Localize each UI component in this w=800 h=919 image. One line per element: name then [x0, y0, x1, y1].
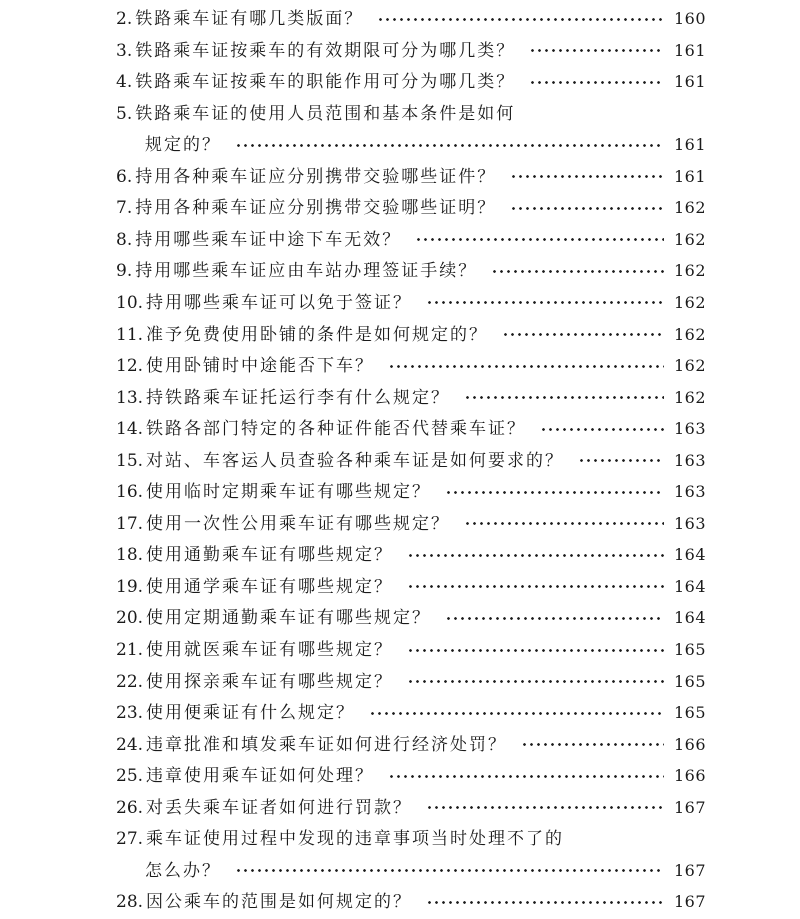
dot-leader: [445, 617, 664, 620]
page-number: 163: [673, 450, 706, 470]
page-number: 162: [673, 387, 706, 407]
dot-leader: [407, 554, 664, 557]
entry-title: 对站、车客运人员查验各种乘车证是如何要求的？: [146, 450, 565, 471]
dot-leader: [510, 207, 664, 210]
entry-number: 2.: [116, 9, 133, 29]
page-number: 167: [673, 797, 706, 817]
dot-leader: [510, 175, 664, 178]
page-number: 166: [673, 766, 706, 786]
toc-entry: [116, 541, 706, 569]
entry-title: 使用通学乘车证有哪些规定？: [146, 576, 394, 597]
entry-number: 3.: [116, 40, 133, 61]
dot-leader: [407, 680, 664, 683]
dot-leader: [578, 459, 664, 462]
toc-entry: [116, 636, 706, 664]
toc-entry: [116, 37, 706, 65]
entry-number: 6.: [116, 166, 133, 187]
page-number: 165: [673, 671, 706, 691]
page-number: 167: [673, 860, 706, 880]
dot-leader: [377, 18, 664, 21]
entry-number: 17.: [116, 513, 144, 534]
dot-leader: [445, 491, 664, 494]
entry-number: 23.: [116, 703, 144, 724]
entry-title: 铁路乘车证按乘车的有效期限可分为哪几类？: [135, 40, 516, 61]
entry-title-continuation: 规定的？: [145, 135, 221, 156]
dot-leader: [388, 365, 664, 368]
dot-leader: [529, 49, 664, 52]
page-number: 164: [673, 576, 706, 596]
toc-entry-continuation: [145, 131, 706, 159]
page-number: 161: [673, 72, 706, 92]
toc-entry: [116, 289, 706, 317]
entry-title: 铁路乘车证有哪几类版面？: [135, 9, 364, 29]
entry-title: 对丢失乘车证者如何进行罚款？: [146, 797, 413, 818]
dot-leader: [407, 585, 664, 588]
entry-title: 因公乘车的范围是如何规定的？: [146, 892, 413, 913]
dot-leader: [415, 238, 664, 241]
entry-number: 13.: [116, 387, 144, 408]
dot-leader: [464, 522, 664, 525]
entry-title: 使用便乘证有什么规定？: [146, 703, 356, 724]
page-number: 162: [673, 324, 706, 344]
toc-entry: [116, 699, 706, 727]
dot-leader: [540, 428, 664, 431]
entry-number: 28.: [116, 892, 144, 913]
entry-number: 10.: [116, 292, 144, 313]
entry-number: 26.: [116, 797, 144, 818]
toc-entry: [116, 163, 706, 191]
toc-entry-continuation: [145, 857, 706, 885]
dot-leader: [521, 743, 664, 746]
toc-entry: [116, 194, 706, 222]
toc-entry: [116, 257, 706, 285]
entry-title: 铁路乘车证按乘车的职能作用可分为哪几类？: [135, 72, 516, 93]
entry-title: 违章使用乘车证如何处理？: [146, 766, 375, 787]
entry-title: 持用哪些乘车证应由车站办理签证手续？: [135, 261, 478, 282]
page-number: 164: [673, 608, 706, 628]
entry-title: 持铁路乘车证托运行李有什么规定？: [146, 387, 451, 408]
toc-entry: [116, 352, 706, 380]
entry-title: 持用各种乘车证应分别携带交验哪些证明？: [135, 198, 497, 219]
toc-entry: [116, 573, 706, 601]
entry-number: 21.: [116, 640, 144, 660]
page-number: 162: [673, 198, 706, 218]
dot-leader: [491, 270, 664, 273]
page-number: 162: [673, 229, 706, 249]
dot-leader: [529, 81, 664, 84]
page-number: 165: [673, 640, 706, 659]
entry-number: 18.: [116, 545, 144, 566]
page-number: 161: [673, 166, 706, 186]
entry-number: 8.: [116, 229, 133, 250]
dot-leader: [407, 649, 664, 652]
page-number: 163: [673, 482, 706, 502]
entry-number: 12.: [116, 356, 144, 377]
toc-entry: [116, 510, 706, 538]
page-number: 165: [673, 703, 706, 723]
page-number: 162: [673, 292, 706, 312]
page-number: 161: [673, 135, 706, 155]
page-number: 166: [673, 734, 706, 754]
dot-leader: [464, 396, 664, 399]
entry-number: 11.: [116, 324, 144, 345]
entry-title: 持用哪些乘车证中途下车无效？: [135, 229, 402, 250]
dot-leader: [426, 301, 664, 304]
toc-entry: [116, 478, 706, 506]
entry-number: 9.: [116, 261, 133, 282]
page-number: 164: [673, 545, 706, 565]
entry-title: 持用哪些乘车证可以免于签证？: [146, 292, 413, 313]
entry-number: 25.: [116, 766, 144, 787]
page-number: 162: [673, 261, 706, 281]
entry-title: 使用一次性公用乘车证有哪些规定？: [146, 513, 451, 534]
entry-title: 使用通勤乘车证有哪些规定？: [146, 545, 394, 566]
dot-leader: [502, 333, 664, 336]
toc-entry: [116, 762, 706, 790]
toc-entry: [116, 888, 706, 916]
toc-entry: [116, 447, 706, 475]
entry-title: 使用临时定期乘车证有哪些规定？: [146, 482, 432, 503]
entry-number: 14.: [116, 419, 144, 440]
entry-title: 使用就医乘车证有哪些规定？: [146, 640, 394, 660]
entry-number: 20.: [116, 608, 144, 629]
page-number: 163: [673, 419, 706, 439]
dot-leader: [388, 775, 664, 778]
dot-leader: [369, 712, 664, 715]
entry-number: 7.: [116, 198, 133, 219]
entry-title: 乘车证使用过程中发现的违章事项当时处理不了的: [146, 829, 565, 850]
entry-number: 24.: [116, 734, 144, 755]
entry-number: 15.: [116, 450, 144, 471]
entry-number: 16.: [116, 482, 144, 503]
entry-number: 5.: [116, 103, 133, 124]
dot-leader: [426, 901, 664, 904]
toc-entry: [116, 731, 706, 759]
entry-title: 违章批准和填发乘车证如何进行经济处罚？: [146, 734, 508, 755]
page-number: 167: [673, 892, 706, 912]
toc-entry: [116, 68, 706, 96]
entry-title: 使用探亲乘车证有哪些规定？: [146, 671, 394, 692]
entry-number: 19.: [116, 576, 144, 597]
toc-entry: [116, 794, 706, 822]
dot-leader: [426, 806, 664, 809]
page-number: 162: [673, 356, 706, 376]
entry-number: 22.: [116, 671, 144, 692]
entry-number: 4.: [116, 72, 133, 93]
dot-leader: [235, 869, 664, 872]
page-number: 161: [673, 40, 706, 60]
entry-title-continuation: 怎么办？: [145, 860, 221, 881]
toc-entry: [116, 5, 706, 33]
dot-leader: [235, 144, 664, 147]
entry-title: 持用各种乘车证应分别携带交验哪些证件？: [135, 166, 497, 187]
entry-title: 铁路乘车证的使用人员范围和基本条件是如何: [135, 103, 516, 124]
toc-entry: [116, 415, 706, 443]
entry-title: 铁路各部门特定的各种证件能否代替乘车证？: [146, 419, 527, 440]
entry-title: 使用定期通勤乘车证有哪些规定？: [146, 608, 432, 629]
entry-title: 准予免费使用卧铺的条件是如何规定的？: [146, 324, 489, 345]
toc-entry: [116, 668, 706, 696]
toc-entry: [116, 825, 706, 853]
toc-entry: [116, 100, 706, 128]
entry-number: 27.: [116, 829, 144, 850]
toc-entry: [116, 384, 706, 412]
page-number: 160: [673, 9, 706, 28]
toc-entry: [116, 226, 706, 254]
toc-entry: [116, 321, 706, 349]
entry-title: 使用卧铺时中途能否下车？: [146, 356, 375, 377]
toc-entry: [116, 604, 706, 632]
page-number: 163: [673, 513, 706, 533]
